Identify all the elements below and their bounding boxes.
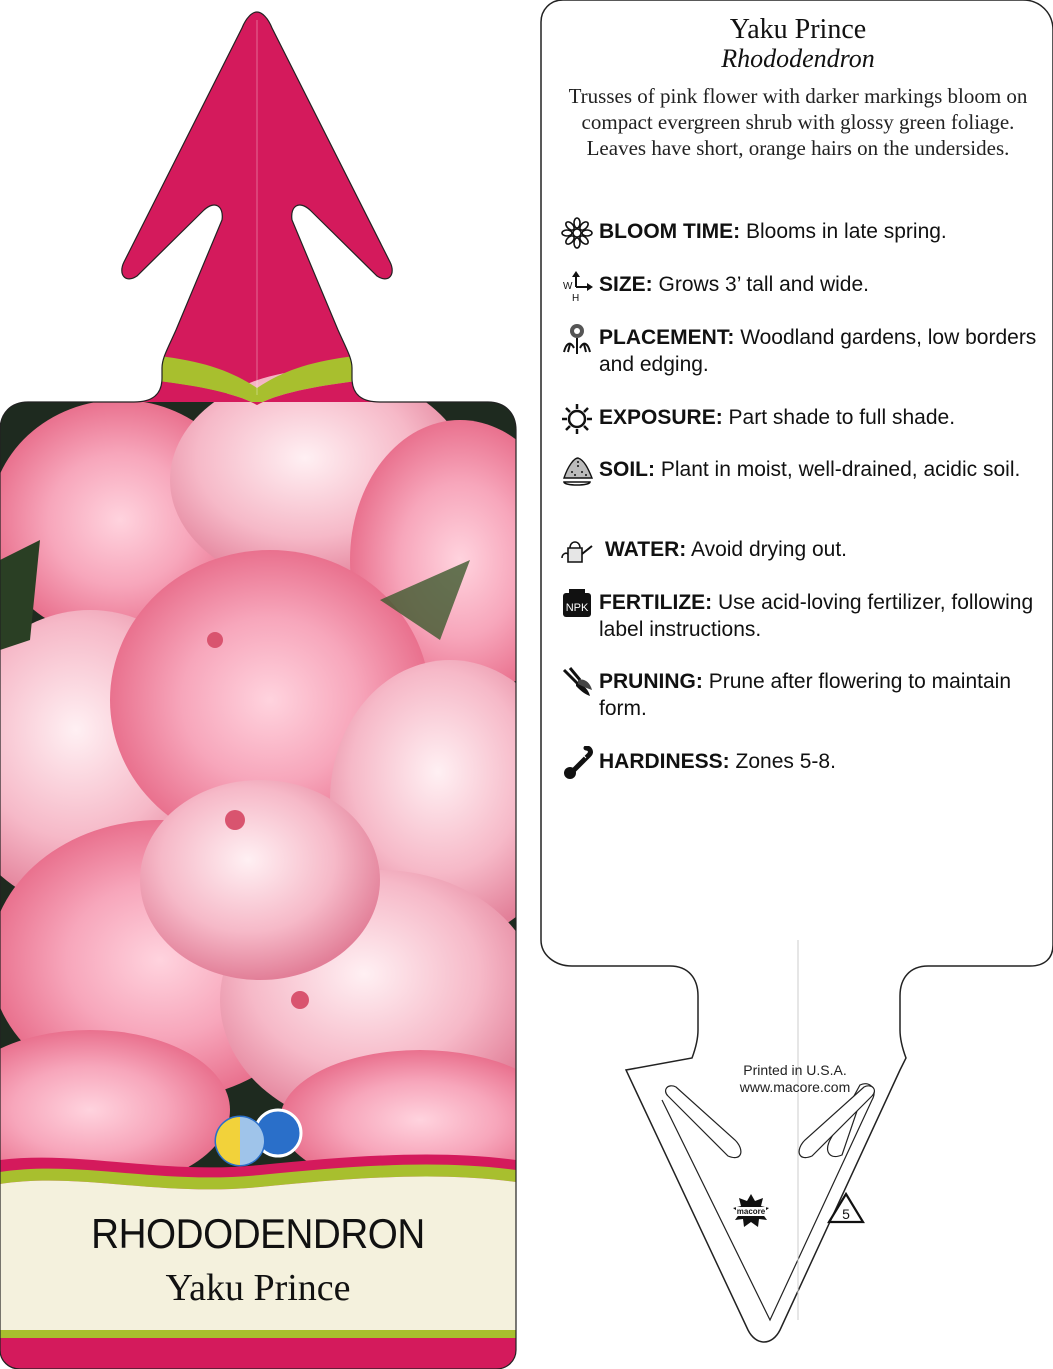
website-text: www.macore.com [739, 1079, 851, 1095]
fertilize-label: FERTILIZE: [599, 591, 713, 614]
exposure-text: Part shade to full shade. [728, 406, 956, 429]
placement-plant-icon [560, 322, 594, 356]
thermometer-icon [560, 746, 594, 780]
pruning-text: Prune after flowering to maintain form. [599, 670, 1012, 720]
size-icon-h: H [572, 293, 580, 303]
water-text: Avoid drying out. [690, 538, 847, 561]
bloom-time-label: BLOOM TIME: [599, 220, 741, 243]
size-text: Grows 3’ tall and wide. [658, 273, 869, 296]
water-label: WATER: [605, 538, 687, 561]
front-cultivar-name: Yaku Prince [165, 1267, 351, 1309]
size-icon-w: W [563, 281, 573, 292]
bloom-time-text: Blooms in late spring. [746, 220, 947, 243]
size-label: SIZE: [599, 273, 653, 296]
front-common-name: RHODODENDRON [91, 1210, 425, 1257]
placement-text: Woodland gardens, low borders and edging. [599, 326, 1037, 376]
macore-logo-text: macore [736, 1207, 766, 1216]
exposure-label: EXPOSURE: [599, 406, 723, 429]
watering-can-icon [560, 534, 594, 568]
hardiness-text: Zones 5-8. [735, 750, 836, 773]
plant-description: Trusses of pink flower with darker markings bloom on compact evergreen shrub with glossy green foliage. Leaves have short, orange hairs on the undersides. [568, 84, 1028, 160]
back-header [548, 14, 1048, 161]
pruning-label: PRUNING: [599, 670, 703, 693]
soil-text: Plant in moist, well-drained, acidic soil. [660, 458, 1021, 481]
size-arrows-icon [560, 269, 594, 303]
npk-fertilizer-icon [560, 587, 594, 621]
npk-text: NPK [565, 602, 589, 614]
sun-icon [560, 402, 594, 436]
soil-icon [560, 454, 594, 488]
back-latin-name: Rhododendron [721, 44, 875, 73]
placement-label: PLACEMENT: [599, 326, 735, 349]
back-title: Yaku Prince [729, 14, 867, 45]
printed-in-text: Printed in U.S.A. [743, 1062, 847, 1078]
flower-icon [560, 216, 594, 250]
pruning-shears-icon [560, 666, 594, 700]
fertilize-text: Use acid-loving fertilizer, following label instructions. [599, 591, 1034, 641]
rhododendron-blooms [0, 370, 570, 1190]
hardiness-label: HARDINESS: [599, 750, 730, 773]
soil-label: SOIL: [599, 458, 655, 481]
recycle-number: 5 [842, 1206, 850, 1222]
